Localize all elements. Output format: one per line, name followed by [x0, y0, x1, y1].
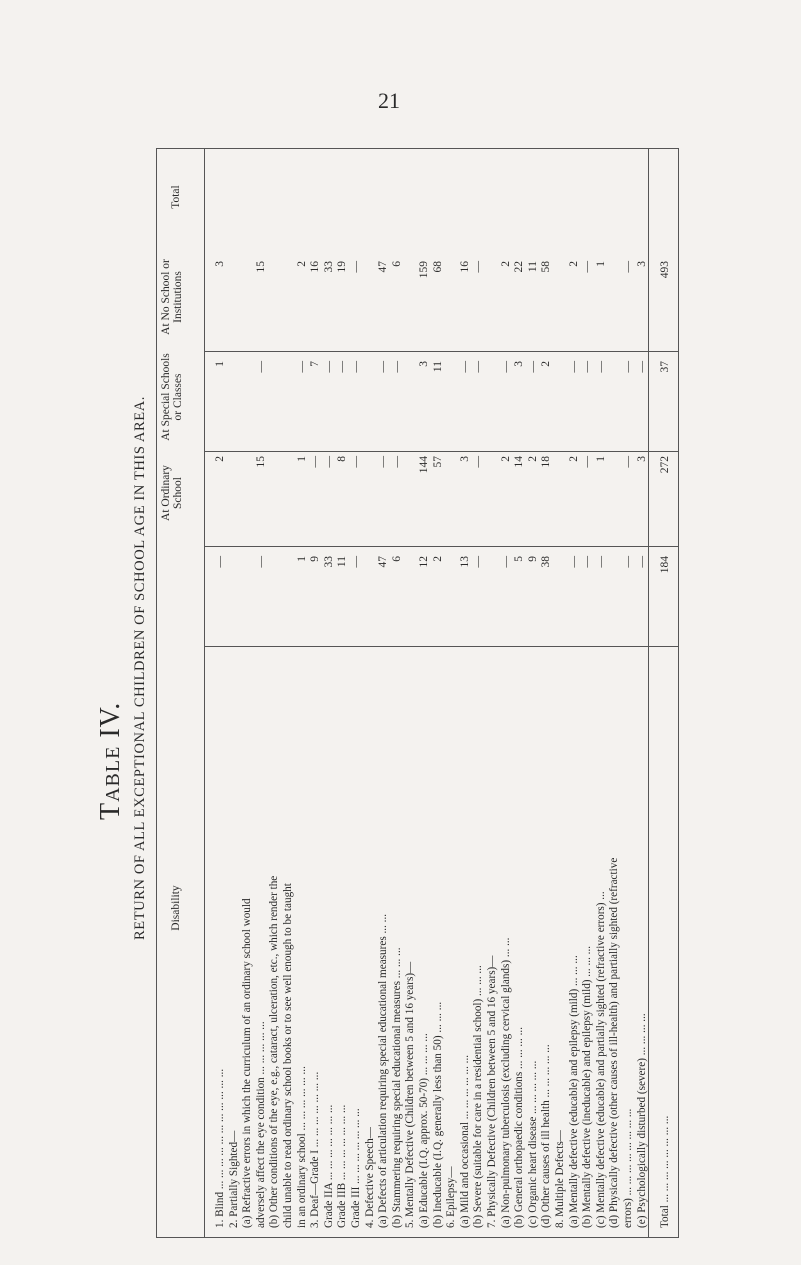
count-no-school: — — [526, 361, 539, 373]
disability-label: (d) Other causes of ill health ... ... ... ... ... — [540, 1044, 553, 1228]
disability-label: (e) Psychologically disturbed (severe) ... ... ... ... — [635, 1013, 648, 1228]
count-total: 22 — [513, 261, 526, 273]
disability-label: (b) Stammering requiring special educational measures ... ... ... — [390, 947, 403, 1228]
disability-label: (c) Mentally defective (educable) and partially sighted (refractive errors) ... — [594, 891, 607, 1228]
count-total: — — [581, 261, 594, 273]
count-total: — — [622, 261, 634, 273]
count-special: 2 — [526, 456, 539, 462]
data-table — [156, 148, 679, 1238]
count-total: 159 — [418, 261, 430, 279]
table-right-border — [678, 148, 679, 1238]
count-ordinary: — — [567, 556, 580, 568]
count-special: — — [581, 456, 594, 468]
count-no-school: — — [635, 361, 648, 373]
count-ordinary: 184 — [659, 556, 672, 574]
count-ordinary: 5 — [513, 556, 526, 562]
page-number: 21 — [378, 88, 400, 113]
disability-label: 5. Mentally Defective (Children between 5 and 16 years)— — [404, 961, 417, 1228]
count-total: 58 — [540, 261, 553, 273]
count-special: 272 — [659, 456, 672, 474]
count-total: 2 — [567, 261, 580, 267]
count-ordinary: 6 — [390, 556, 403, 562]
count-special: — — [350, 456, 362, 468]
count-no-school: 11 — [431, 361, 444, 373]
count-no-school: — — [322, 361, 335, 373]
disability-label: (b) Other conditions of the eye, e.g., cataract, ulceration, etc., which render the — [268, 875, 281, 1228]
count-total: 47 — [377, 261, 390, 273]
table-subtitle: RETURN OF ALL EXCEPTIONAL CHILDREN OF SCHOOL AGE IN THIS AREA. — [132, 395, 148, 940]
disability-label: 3. Deaf—Grade I ... ... ... ... ... ... ... — [309, 1071, 322, 1228]
count-special: 15 — [254, 456, 267, 468]
count-ordinary: — — [622, 556, 634, 568]
count-special: — — [322, 456, 335, 468]
count-special: 3 — [458, 456, 471, 462]
count-total: — — [350, 261, 362, 273]
col-sep-2 — [204, 451, 679, 452]
count-no-school: — — [581, 361, 594, 373]
disability-label: (b) Ineducable (I.Q. generally less than 50) ... ... ... — [431, 1001, 444, 1228]
count-special: 2 — [214, 456, 226, 462]
count-ordinary: 1 — [295, 556, 308, 562]
count-special: 2 — [567, 456, 580, 462]
count-total: 493 — [659, 261, 672, 279]
disability-label: 2. Partially Sighted— — [227, 1130, 240, 1228]
disability-label: 6. Epilepsy— — [445, 1166, 458, 1228]
disability-label: (b) Severe (suitable for care in a residential school) ... ... ... — [472, 965, 485, 1228]
count-no-school: 37 — [659, 361, 672, 373]
count-no-school: 7 — [309, 361, 322, 367]
count-ordinary: — — [635, 556, 648, 568]
header-special-school: At Special Schools or Classes — [160, 353, 184, 441]
count-no-school: — — [622, 361, 634, 373]
count-ordinary: 9 — [309, 556, 322, 562]
disability-label: (b) Mentally defective (ineducable) and epilepsy (mild) ... ... ... — [581, 945, 594, 1228]
count-ordinary: 9 — [526, 556, 539, 562]
count-special: 1 — [295, 456, 308, 462]
count-no-school: — — [567, 361, 580, 373]
count-total: 2 — [295, 261, 308, 267]
count-no-school: — — [499, 361, 512, 373]
total-row-divider — [648, 148, 649, 1238]
count-special: 8 — [336, 456, 349, 462]
count-special: 1 — [594, 456, 607, 462]
count-special: 14 — [513, 456, 526, 468]
table-top-border — [156, 148, 679, 149]
count-no-school: 3 — [513, 361, 526, 367]
count-no-school: 3 — [418, 361, 430, 367]
header-divider — [204, 148, 205, 1238]
header-disability: Disability — [170, 885, 182, 931]
count-ordinary: 13 — [458, 556, 471, 568]
count-ordinary: — — [581, 556, 594, 568]
count-total: 19 — [336, 261, 349, 273]
header-no-school: At No School or Institutions — [160, 259, 184, 335]
count-total: 6 — [390, 261, 403, 267]
disability-label: (d) Physically defective (other causes of ill-health) and partially sighted (refractive — [608, 857, 621, 1228]
count-no-school: — — [350, 361, 362, 373]
count-total: 33 — [322, 261, 335, 273]
disability-label: errors) ... ... ... ... ... ... ... ... — [622, 1108, 634, 1228]
count-special: 18 — [540, 456, 553, 468]
disability-label: Total ... ... ... ... ... ... ... ... — [659, 1115, 672, 1228]
disability-label: adversely affect the eye condition ... ... ... ... ... — [254, 1021, 267, 1228]
table-title: Table IV. — [95, 701, 126, 820]
count-total: 16 — [458, 261, 471, 273]
count-special: — — [377, 456, 390, 468]
count-ordinary: 38 — [540, 556, 553, 568]
disability-label: (a) Refractive errors in which the curriculum of an ordinary school would — [241, 898, 254, 1228]
count-no-school: — — [472, 361, 485, 373]
disability-label: (c) Organic heart disease ... ... ... ... ... — [526, 1060, 539, 1228]
count-ordinary: — — [214, 556, 226, 568]
disability-label: Grade III ... ... ... ... ... ... ... — [350, 1108, 362, 1228]
disability-label: 1. Blind ... ... ... ... ... ... ... ... ... ... ... — [214, 1068, 226, 1228]
count-ordinary: 11 — [336, 556, 349, 568]
count-special: 144 — [418, 456, 430, 474]
count-total: 15 — [254, 261, 267, 273]
count-ordinary: 12 — [418, 556, 430, 568]
count-special: — — [622, 456, 634, 468]
count-no-school: 1 — [214, 361, 226, 367]
count-total: 2 — [499, 261, 512, 267]
count-special: 2 — [499, 456, 512, 462]
table-left-border — [156, 148, 157, 1238]
disability-label: (a) Educable (I.Q. approx. 50-70) ... ... ... ... — [418, 1033, 430, 1228]
count-no-school: — — [594, 361, 607, 373]
count-no-school: — — [458, 361, 471, 373]
count-ordinary: — — [594, 556, 607, 568]
col-sep-4 — [204, 646, 679, 647]
count-total: 68 — [431, 261, 444, 273]
count-ordinary: — — [472, 556, 485, 568]
count-no-school: — — [390, 361, 403, 373]
count-total: — — [472, 261, 485, 273]
disability-label: 4. Defective Speech— — [363, 1127, 376, 1228]
col-sep-1 — [204, 351, 679, 352]
count-special: 57 — [431, 456, 444, 468]
count-ordinary: 47 — [377, 556, 390, 568]
disability-label: in an ordinary school ... ... ... ... ... ... — [295, 1066, 308, 1228]
count-ordinary: — — [350, 556, 362, 568]
count-no-school: — — [377, 361, 390, 373]
disability-label: Grade IIA ... ... ... ... ... ... ... — [322, 1104, 335, 1228]
disability-label: 8. Multiple Defects— — [554, 1130, 566, 1228]
disability-label: (a) Non-pulmonary tuberculosis (excluding cervical glands) ... ... — [499, 937, 512, 1228]
header-ordinary-school: At Ordinary School — [160, 465, 184, 521]
count-total: 3 — [635, 261, 648, 267]
count-special: — — [309, 456, 322, 468]
count-ordinary: — — [499, 556, 512, 568]
header-total: Total — [170, 185, 182, 209]
count-total: 3 — [214, 261, 226, 267]
disability-label: (a) Defects of articulation requiring special educational measures ... ... — [377, 913, 390, 1228]
disability-label: (a) Mild and occasional ... ... ... ... ... ... — [458, 1054, 471, 1228]
count-no-school: — — [254, 361, 267, 373]
count-total: 16 — [309, 261, 322, 273]
count-total: 11 — [526, 261, 539, 273]
count-ordinary: 33 — [322, 556, 335, 568]
count-total: 1 — [594, 261, 607, 267]
count-no-school: 2 — [540, 361, 553, 367]
count-ordinary: — — [254, 556, 267, 568]
disability-label: child unable to read ordinary school books or to see well enough to be taught — [282, 883, 294, 1228]
table-bottom-border — [156, 1237, 679, 1238]
count-special: — — [390, 456, 403, 468]
count-special: 3 — [635, 456, 648, 462]
disability-label: (b) General orthopaedic conditions ... ... ... ... — [513, 1026, 526, 1228]
col-sep-3 — [204, 546, 679, 547]
count-no-school: — — [336, 361, 349, 373]
count-ordinary: 2 — [431, 556, 444, 562]
disability-label: (a) Mentally defective (educable) and epilepsy (mild) ... ... ... — [567, 955, 580, 1228]
count-no-school: — — [295, 361, 308, 373]
disability-label: 7. Physically Defective (Children between 5 and 16 years)— — [486, 955, 498, 1228]
count-special: — — [472, 456, 485, 468]
disability-label: Grade IIB ... ... ... ... ... ... ... — [336, 1104, 349, 1228]
